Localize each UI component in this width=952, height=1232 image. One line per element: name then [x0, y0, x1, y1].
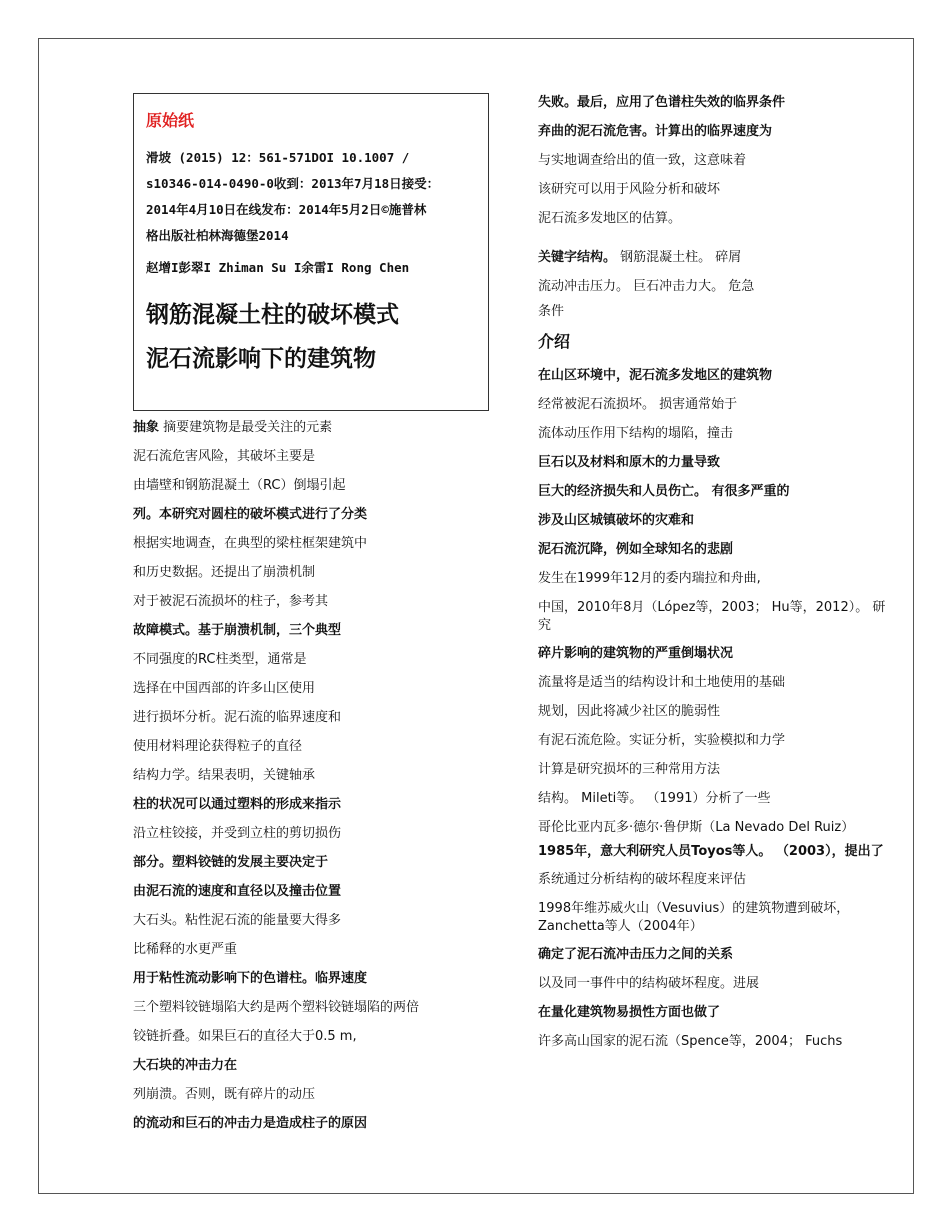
metadata-line: s10346-014-0490-0收到：2013年7月18日接受：: [146, 176, 440, 191]
intro-line: 许多高山国家的泥石流（Spence等，2004； Fuchs: [538, 1034, 843, 1049]
abstract-line: 用于粘性流动影响下的色谱柱。临界速度: [133, 971, 368, 986]
abstract-line: 部分。塑料铰链的发展主要决定于: [133, 855, 329, 870]
intro-line: 哥伦比亚内瓦多·德尔·鲁伊斯（La Nevado Del Ruiz）: [538, 820, 855, 835]
intro-line: 经常被泥石流损坏。 损害通常始于: [538, 397, 738, 412]
paper-type-badge: 原始纸: [146, 111, 195, 130]
keywords: [538, 243, 888, 323]
abstract-line: 沿立柱铰接，并受到立柱的剪切损伤: [133, 826, 342, 841]
abstract-line: 柱的状况可以通过塑料的形成来指示: [133, 797, 342, 812]
keywords-line: 流动冲击压力。 巨石冲击力大。 危急: [538, 279, 755, 294]
keywords-line: 条件: [538, 304, 565, 319]
abstract-line: 大石头。粘性泥石流的能量要大得多: [133, 913, 342, 928]
abstract-line: 进行损坏分析。泥石流的临界速度和: [133, 710, 342, 725]
abstract-line: 该研究可以用于风险分析和破坏: [538, 182, 721, 197]
abstract-label: 抽象: [133, 420, 160, 435]
title-line: 泥石流影响下的建筑物: [146, 346, 376, 372]
abstract-line: 三个塑料铰链塌陷大约是两个塑料铰链塌陷的两倍: [133, 1000, 420, 1015]
abstract-line: 泥石流危害风险，其破坏主要是: [133, 449, 316, 464]
intro-line: 有泥石流危险。实证分析，实验模拟和力学: [538, 733, 786, 748]
introduction: [538, 361, 888, 1056]
abstract-line: 由泥石流的速度和直径以及撞击位置: [133, 884, 342, 899]
abstract-line: 与实地调查给出的值一致，这意味着: [538, 153, 747, 168]
abstract-line: 失败。最后，应用了色谱柱失效的临界条件: [538, 95, 786, 110]
metadata-line: 格出版社柏林海德堡2014: [146, 228, 289, 243]
intro-line: 以及同一事件中的结构破坏程度。进展: [538, 976, 760, 991]
abstract-line: 列崩溃。否则，既有碎片的动压: [133, 1087, 316, 1102]
left-column: [133, 93, 493, 1138]
intro-line: 巨大的经济损失和人员伤亡。 有很多严重的: [538, 484, 790, 499]
abstract-line: 结构力学。结果表明，关键轴承: [133, 768, 316, 783]
intro-line: 计算是研究损坏的三种常用方法: [538, 762, 721, 777]
abstract-line: 铰链折叠。如果巨石的直径大于0.5 m,: [133, 1029, 357, 1044]
publication-metadata: [146, 145, 476, 249]
metadata-line: 滑坡 (2015) 12：561-571DOI 10.1007 /: [146, 150, 410, 165]
abstract-line: 使用材料理论获得粒子的直径: [133, 739, 303, 754]
abstract-line: 和历史数据。还提出了崩溃机制: [133, 565, 316, 580]
author-list: 赵增I彭翠I Zhiman Su I余雷I Rong Chen: [146, 260, 410, 275]
intro-line: 结构。 Mileti等。 （1991）分析了一些: [538, 791, 771, 806]
intro-line: 在山区环境中，泥石流多发地区的建筑物: [538, 368, 773, 383]
abstract-line: 对于被泥石流损坏的柱子，参考其: [133, 594, 329, 609]
intro-line: 系统通过分析结构的破坏程度来评估: [538, 872, 747, 887]
abstract-line: 大石块的冲击力在: [133, 1058, 238, 1073]
abstract-line: 泥石流多发地区的估算。: [538, 211, 682, 226]
intro-line: 1985年，意大利研究人员Toyos等人。 （2003），提出了: [538, 844, 884, 859]
intro-line: 中国，2010年8月（López等，2003； Hu等，2012）。 研究: [538, 600, 886, 633]
abstract: [133, 413, 493, 1138]
intro-line: 规划，因此将减少社区的脆弱性: [538, 704, 721, 719]
intro-line: 泥石流沉降，例如全球知名的悲剧: [538, 542, 734, 557]
abstract-line: 根据实地调查，在典型的梁柱框架建筑中: [133, 536, 368, 551]
intro-line: 发生在1999年12月的委内瑞拉和舟曲,: [538, 571, 761, 586]
intro-line: 1998年维苏威火山（Vesuvius）的建筑物遭到破坏，Zanchetta等人（2004年）: [538, 901, 850, 934]
title-line: 钢筋混凝土柱的破坏模式: [146, 302, 399, 328]
intro-line: 流量将是适当的结构设计和土地使用的基础: [538, 675, 786, 690]
keywords-label: 关键字结构。: [538, 250, 617, 265]
abstract-line: 故障模式。基于崩溃机制，三个典型: [133, 623, 342, 638]
metadata-line: 2014年4月10日在线发布：2014年5月2日©施普林: [146, 202, 427, 217]
section-heading-introduction: 介绍: [538, 332, 571, 351]
abstract-line: 的流动和巨石的冲击力是造成柱子的原因: [133, 1116, 368, 1131]
paper-title: [146, 293, 476, 381]
article-header-box: [133, 93, 489, 411]
intro-line: 流体动压作用下结构的塌陷，撞击: [538, 426, 734, 441]
abstract-line: 比稀释的水更严重: [133, 942, 238, 957]
right-column: [538, 88, 888, 1056]
intro-line: 在量化建筑物易损性方面也做了: [538, 1005, 721, 1020]
abstract-line: 抽象 摘要建筑物是最受关注的元素: [133, 420, 333, 435]
abstract-line: 不同强度的RC柱类型，通常是: [133, 652, 307, 667]
keywords-line: 关键字结构。 钢筋混凝土柱。 碎屑: [538, 250, 742, 265]
intro-line: 碎片影响的建筑物的严重倒塌状况: [538, 646, 734, 661]
intro-line: 涉及山区城镇破坏的灾难和: [538, 513, 695, 528]
abstract-line: 列。本研究对圆柱的破坏模式进行了分类: [133, 507, 368, 522]
abstract-line: 选择在中国西部的许多山区使用: [133, 681, 316, 696]
abstract-continuation: [538, 88, 888, 233]
abstract-line: 弃曲的泥石流危害。计算出的临界速度为: [538, 124, 773, 139]
intro-line: 巨石以及材料和原木的力量导致: [538, 455, 721, 470]
abstract-line: 由墙壁和钢筋混凝土（RC）倒塌引起: [133, 478, 346, 493]
intro-line: 确定了泥石流冲击压力之间的关系: [538, 947, 734, 962]
